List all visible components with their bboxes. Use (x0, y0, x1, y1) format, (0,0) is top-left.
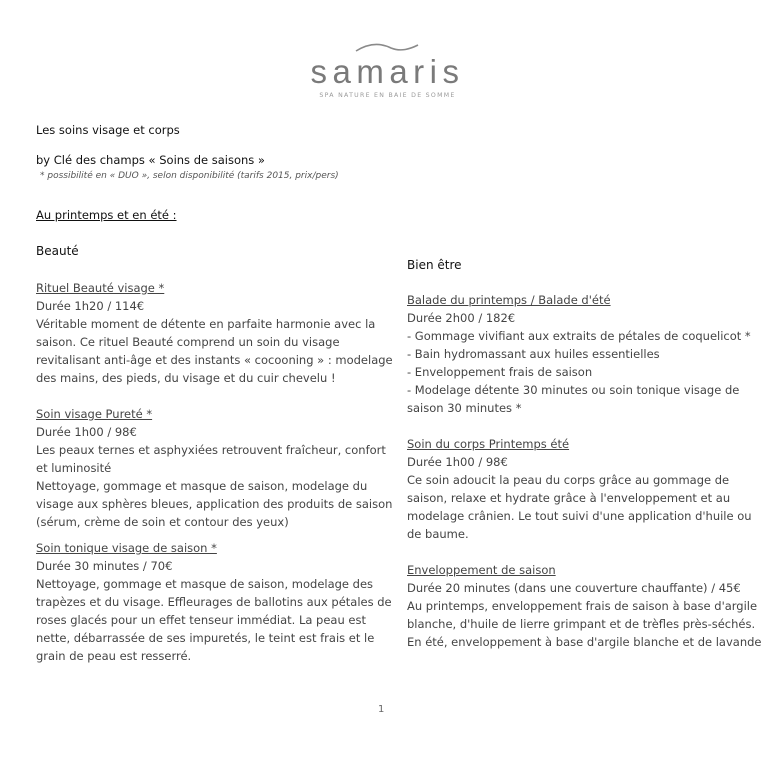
treatment-line: des mains, des pieds, du visage et du cuir chevelu ! (36, 371, 336, 385)
brand-logo (300, 38, 475, 100)
treatment-line: (sérum, crème de soin et contour des yeux) (36, 515, 289, 529)
page-subtitle: by Clé des champs « Soins de saisons » (36, 153, 265, 167)
treatment-name: Soin du corps Printemps été (407, 437, 570, 451)
treatment-line: blanche, d'huile de lierre grimpant et de trèfles près-séchés. (407, 617, 756, 631)
page-number: 1 (378, 704, 385, 715)
section-title-bien-etre: Bien être (407, 258, 462, 272)
treatment-name: Enveloppement de saison (407, 563, 556, 577)
treatment-line: Au printemps, enveloppement frais de saison à base d'argile (407, 599, 758, 613)
treatment-name: Soin visage Pureté * (36, 407, 153, 421)
season-heading: Au printemps et en été : (36, 208, 177, 222)
treatment-line: - Enveloppement frais de saison (407, 365, 593, 379)
treatment-line: grain de peau est resserré. (36, 649, 192, 663)
page-title: Les soins visage et corps (36, 123, 180, 137)
brand-name: samaris (310, 53, 465, 90)
treatment-duration: Durée 2h00 / 182€ (407, 311, 516, 325)
brand-tagline: SPA NATURE EN BAIE DE SOMME (319, 92, 456, 99)
treatment-line: nette, débarrassée de ses impuretés, le teint est frais et le (36, 631, 375, 645)
treatment-line: En été, enveloppement à base d'argile blanche et de lavande (407, 635, 762, 649)
treatment-line: - Modelage détente 30 minutes ou soin tonique visage de (407, 383, 740, 397)
right-column (407, 291, 762, 651)
treatment-line: Nettoyage, gommage et masque de saison, modelage des (36, 577, 374, 591)
treatment-line: saison 30 minutes * (407, 401, 522, 415)
treatment-duration: Durée 1h00 / 98€ (407, 455, 508, 469)
treatment-duration: Durée 1h20 / 114€ (36, 299, 145, 313)
treatment-line: - Bain hydromassant aux huiles essentielles (407, 347, 660, 361)
treatment-line: saison, relaxe et hydrate grâce à l'enveloppement et au (407, 491, 731, 505)
treatment-duration: Durée 1h00 / 98€ (36, 425, 137, 439)
treatment-name: Balade du printemps / Balade d'été (407, 293, 611, 307)
treatment-line: - Gommage vivifiant aux extraits de pétales de coquelicot * (407, 329, 751, 343)
treatment-line: Les peaux ternes et asphyxiées retrouvent fraîcheur, confort (36, 443, 386, 457)
treatment-line: modelage crânien. Le tout suivi d'une application d'huile ou (407, 509, 752, 523)
treatment-line: et luminosité (36, 461, 112, 475)
treatment-line: revitalisant anti-âge et des instants « cocooning » : modelage (36, 353, 393, 367)
treatment-line: saison. Ce rituel Beauté comprend un soin du visage (36, 335, 340, 349)
treatment-duration: Durée 20 minutes (dans une couverture chauffante) / 45€ (407, 581, 741, 595)
treatment-name: Rituel Beauté visage * (36, 281, 165, 295)
treatment-line: Ce soin adoucit la peau du corps grâce au gommage de (407, 473, 730, 487)
treatment-name: Soin tonique visage de saison * (36, 541, 217, 555)
left-column (36, 279, 393, 665)
treatment-line: Véritable moment de détente en parfaite harmonie avec la (36, 317, 376, 331)
section-title-beaute: Beauté (36, 244, 79, 258)
page-note: * possibilité en « DUO », selon disponibilité (tarifs 2015, prix/pers) (40, 171, 339, 181)
treatment-line: roses glacés pour un effet tenseur immédiat. La peau est (36, 613, 366, 627)
treatment-line: trapèzes et du visage. Effleurages de ballotins aux pétales de (36, 595, 392, 609)
treatment-line: Nettoyage, gommage et masque de saison, modelage du (36, 479, 368, 493)
treatment-line: visage aux sphères bleues, application des produits de saison (36, 497, 393, 511)
treatment-line: de baume. (407, 527, 469, 541)
treatment-duration: Durée 30 minutes / 70€ (36, 559, 173, 573)
